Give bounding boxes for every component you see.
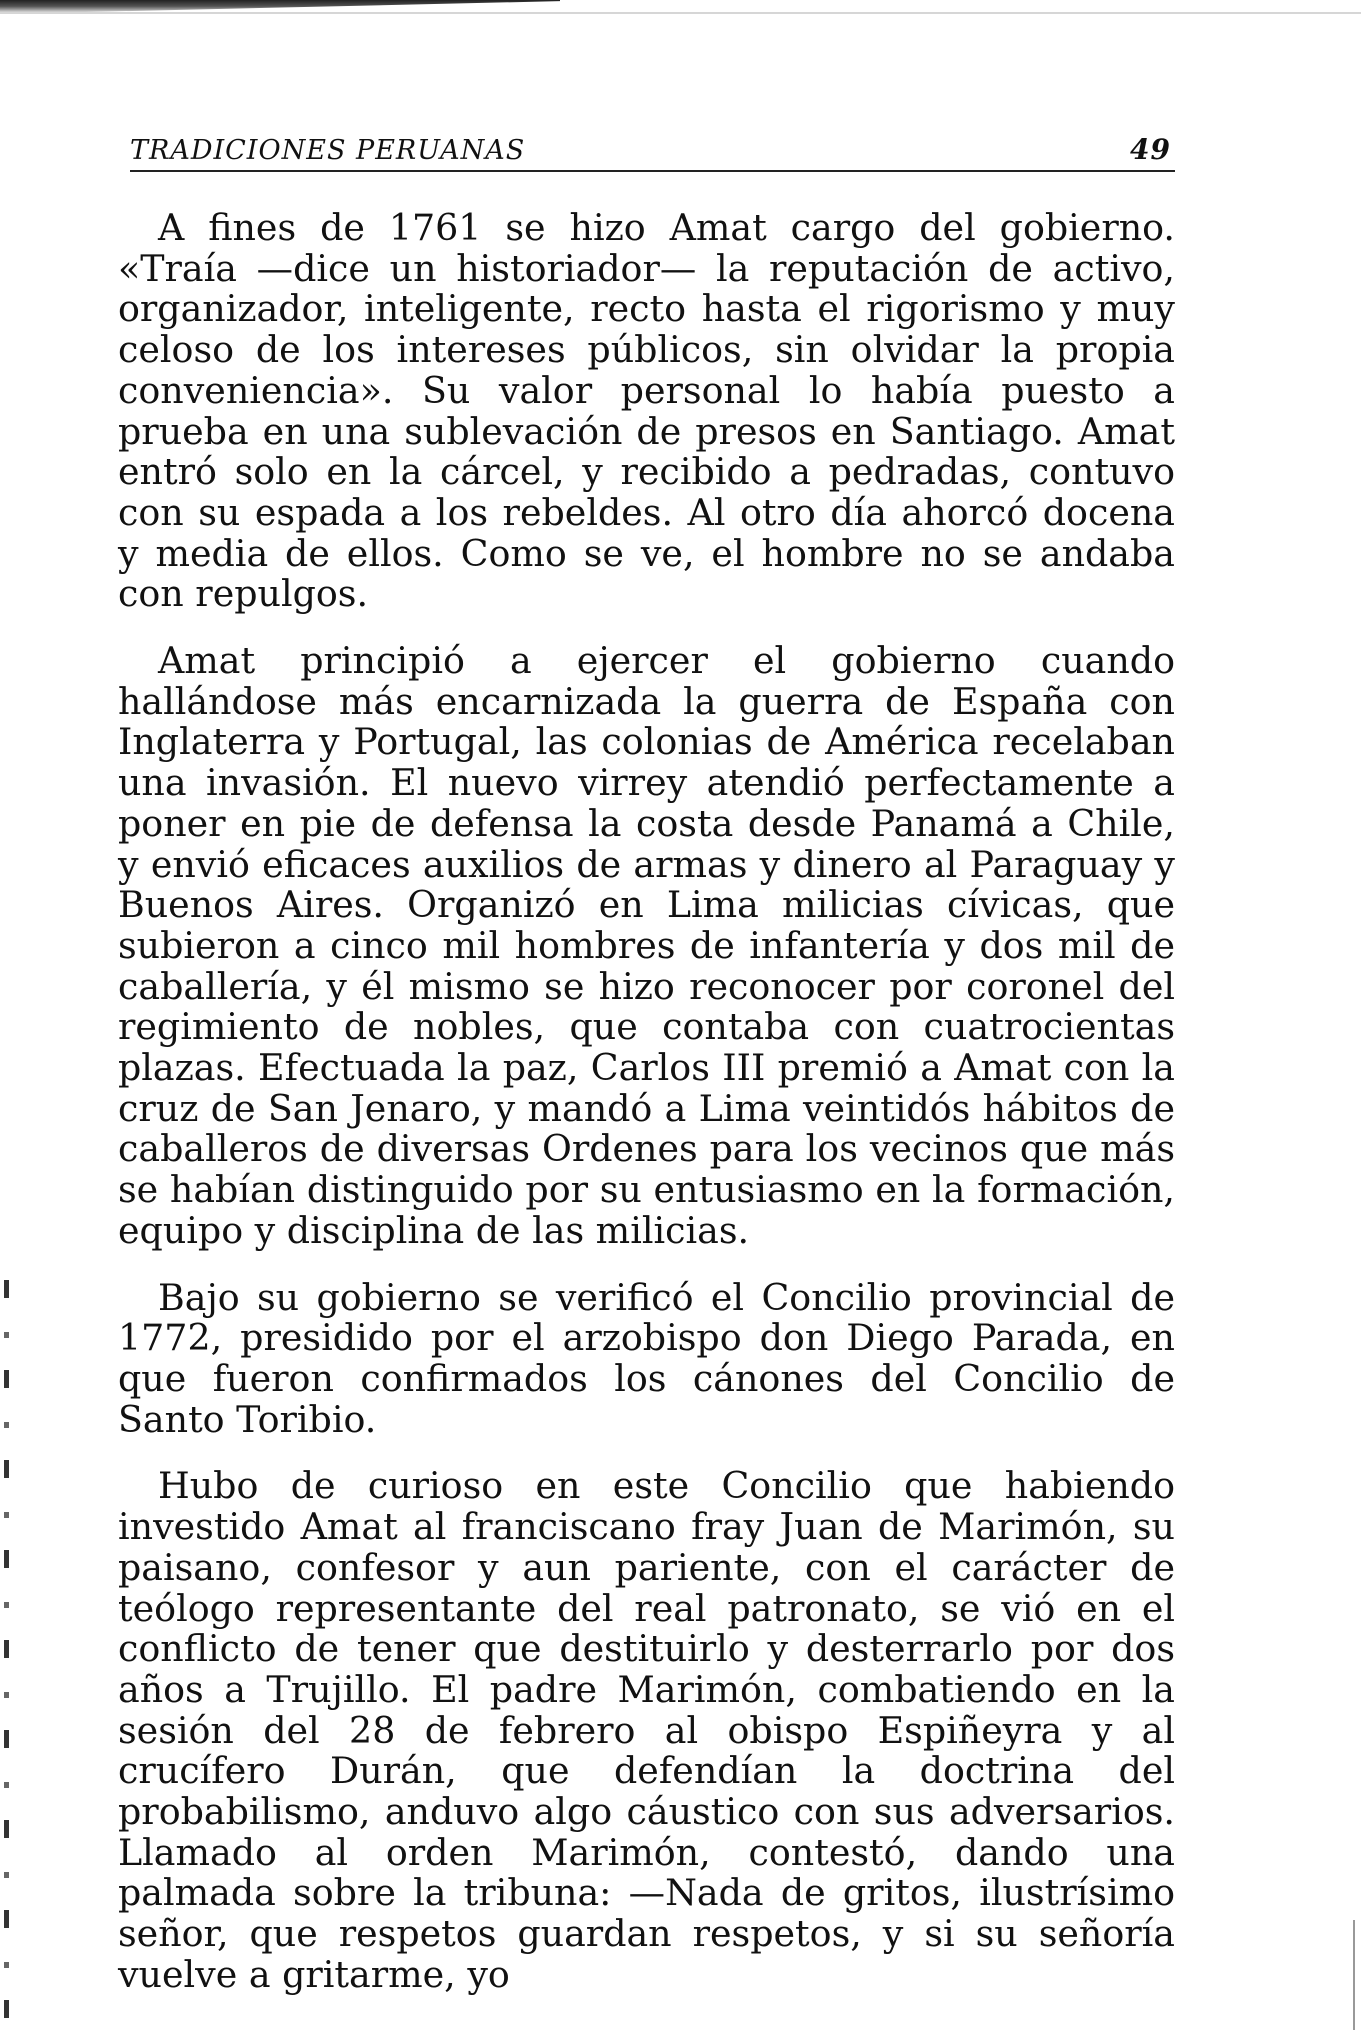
page-number: 49 [1130,133,1171,166]
scan-right-margin-mark [1353,1920,1355,2030]
running-header [130,133,1175,172]
body-text [118,208,1175,1996]
paragraph-4: Hubo de curioso en este Concilio que habiendo investido Amat al franciscano fray Juan de Marimón, su paisano, confesor y aun pariente, con el carácter de teólogo representante del real patronato, se vió en el conflicto de tener que destituirlo y desterrarlo por dos años a Trujillo. El padre Marimón, combatiendo en la sesión del 28 de febrero al obispo Espiñeyra y al crucífero Durán, que defendían la doctrina del probabilismo, anduvo algo cáustico con sus adversarios. Llamado al orden Marimón, contestó, dando una palmada sobre la tribuna: —Nada de gritos, ilustrísimo señor, que respetos guardan respetos, y si su señoría vuelve a gritarme, yo [118,1464,1175,1996]
paragraph-2: Amat principió a ejercer el gobierno cuando hallándose más encarnizada la guerra de España con Inglaterra y Portugal, las colonias de América recelaban una invasión. El nuevo virrey atendió perfectamente a poner en pie de defensa la costa desde Panamá a Chile, y envió eficaces auxilios de armas y dinero al Paraguay y Buenos Aires. Organizó en Lima milicias cívicas, que subieron a cinco mil hombres de infantería y dos mil de caballería, y él mismo se hizo reconocer por coronel del regimiento de nobles, que contaba con cuatrocientas plazas. Efectuada la paz, Carlos III premió a Amat con la cruz de San Jenaro, y mandó a Lima veintidós hábitos de caballeros de diversas Ordenes para los vecinos que más se habían distinguido por su entusiasmo en la formación, equipo y disciplina de las milicias. [118,639,1175,1252]
scan-left-margin-marks [4,1280,9,2030]
scan-edge-line [0,12,1361,14]
paragraph-1: A fines de 1761 se hizo Amat cargo del gobierno. «Traía —dice un historiador— la reputación de activo, organizador, inteligente, recto hasta el rigorismo y muy celoso de los intereses públicos, sin olvidar la propia conveniencia». Su valor personal lo había puesto a prueba en una sublevación de presos en Santiago. Amat entró solo en la cárcel, y recibido a pedradas, contuvo con su espada a los rebeldes. Al otro día ahorcó docena y media de ellos. Como se ve, el hombre no se andaba con repulgos. [118,206,1175,616]
paragraph-3: Bajo su gobierno se verificó el Concilio provincial de 1772, presidido por el arzobispo don Diego Parada, en que fueron confirmados los cánones del Concilio de Santo Toribio. [118,1275,1175,1441]
running-title: TRADICIONES PERUANAS [130,135,526,166]
